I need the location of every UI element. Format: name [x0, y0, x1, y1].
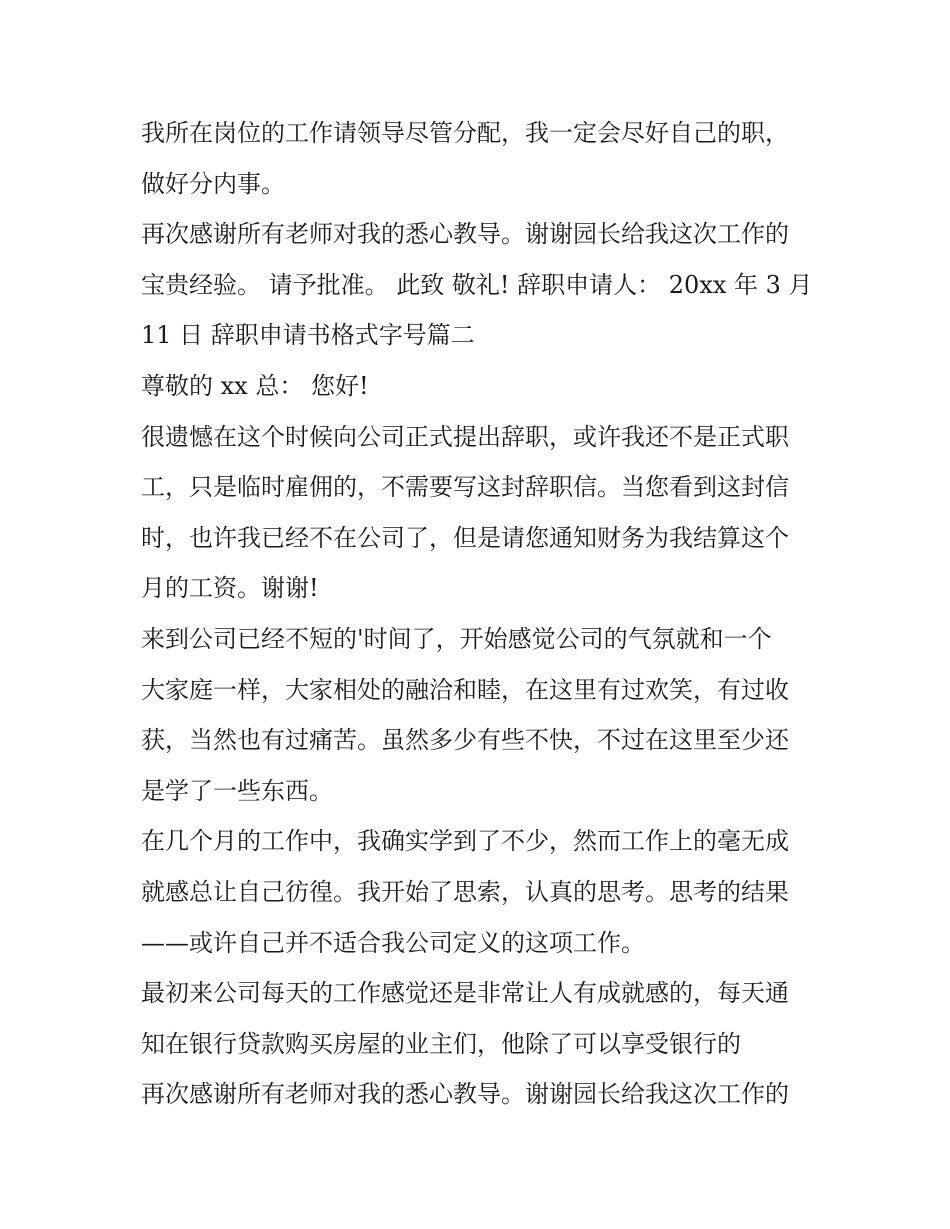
text-line: 月的工资。谢谢! [141, 574, 319, 603]
text-line: 获，当然也有过痛苦。虽然多少有些不快，不过在这里至少还 [141, 726, 789, 755]
text-line: 在几个月的工作中，我确实学到了不少，然而工作上的毫无成 [141, 827, 789, 856]
text-line: 再次感谢所有老师对我的悉心教导。谢谢园长给我这次工作的 [141, 220, 789, 249]
text-line: 我所在岗位的工作请领导尽管分配，我一定会尽好自己的职， [141, 119, 789, 147]
text-line: 来到公司已经不短的'时间了，开始感觉公司的气氛就和一个 [141, 624, 772, 653]
text-line: 时，也许我已经不在公司了，但是请您通知财务为我结算这个 [141, 523, 789, 552]
text-line: 大家庭一样，大家相处的融洽和睦，在这里有过欢笑，有过收 [141, 675, 789, 704]
text-line: 很遗憾在这个时候向公司正式提出辞职，或许我还不是正式职 [141, 422, 789, 451]
text-line: 是学了一些东西。 [141, 776, 333, 805]
text-line: 11 日 辞职申请书格式字号篇二 [141, 321, 475, 350]
document-body [141, 108, 821, 1120]
text-line: 尊敬的 xx 总： 您好! [141, 371, 369, 400]
text-line: 宝贵经验。 请予批准。 此致 敬礼! 辞职申请人： 20xx 年 3 月 [141, 270, 813, 299]
text-line: 最初来公司每天的工作感觉还是非常让人有成就感的，每天通 [141, 979, 789, 1008]
text-line: 知在银行贷款购买房屋的业主们，他除了可以享受银行的 [141, 1029, 741, 1058]
text-line: 再次感谢所有老师对我的悉心教导。谢谢园长给我这次工作的 [141, 1080, 789, 1109]
text-line: 工，只是临时雇佣的，不需要写这封辞职信。当您看到这封信 [141, 473, 789, 502]
text-line: 就感总让自己彷徨。我开始了思索，认真的思考。思考的结果 [141, 877, 789, 906]
text-line: ——或许自己并不适合我公司定义的这项工作。 [141, 928, 645, 957]
text-line: 做好分内事。 [141, 169, 285, 198]
